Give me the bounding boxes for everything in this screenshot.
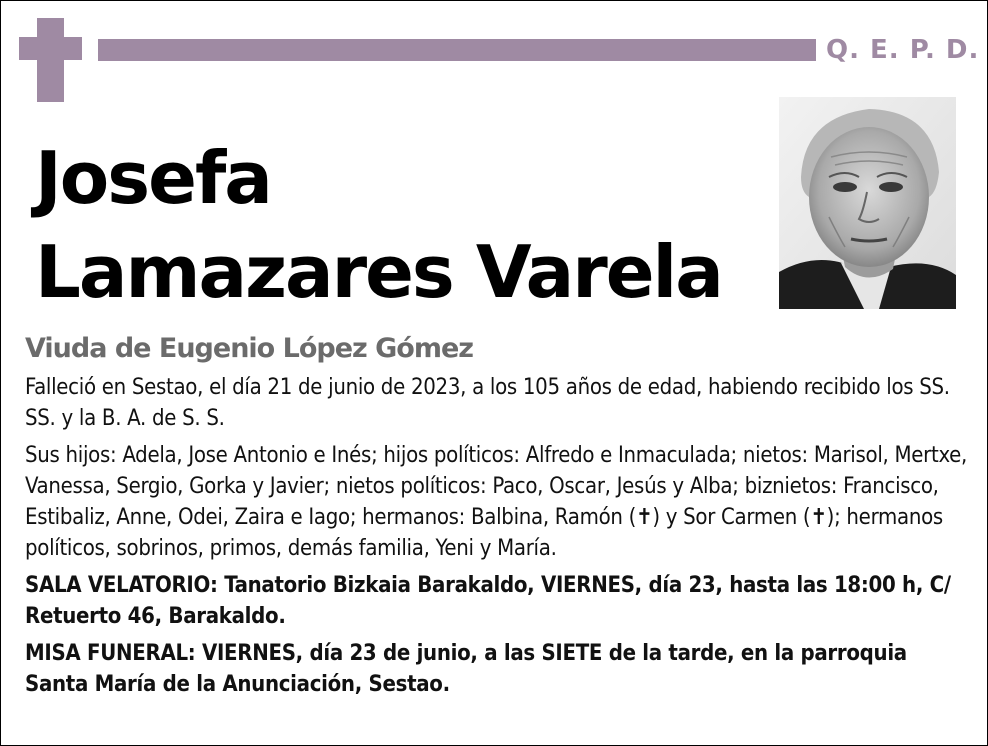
portrait-photo [779,97,956,309]
deceased-first-name: Josefa [35,136,271,220]
header-rule [98,39,816,61]
cross-small-icon: ✝ [636,505,653,530]
family-text: Sus hijos: Adela, Jose Antonio e Inés; hijos políticos: Alfredo e Inmaculada; nietos: Marisol, Mertxe, Vanessa, Sergio, Gorka y Javier; nietos políticos: Paco, Oscar, Jesús y Alba; biznietos: Francisco, Estibaliz, Anne, Odei, Zaira e Iago; hermanos: Balbina, Ramón ( [25,443,968,530]
relation-subtitle: Viuda de Eugenio López Gómez [25,333,473,364]
death-paragraph: Falleció en Sestao, el día 21 de junio de 2023, a los 105 años de edad, habiendo recibido los SS. SS. y la B. A. de S. S. [25,375,950,431]
deceased-surnames: Lamazares Varela [35,230,722,314]
notice-body [25,372,969,700]
family-text: ); hermanos políticos, sobrinos, primos, demás familia, Yeni y María. [25,505,943,561]
cross-small-icon: ✝ [810,505,827,530]
family-text: ) y Sor Carmen ( [652,505,811,530]
deceased-name [35,131,755,319]
qepd-label: Q. E. P. D. [826,35,980,65]
funeral-paragraph: MISA FUNERAL: VIERNES, día 23 de junio, a las SIETE de la tarde, en la parroquia Santa María de la Anunciación, Sestao. [25,641,907,697]
wake-paragraph: SALA VELATORIO: Tanatorio Bizkaia Barakaldo, VIERNES, día 23, hasta las 18:00 h, C/ Retuerto 46, Barakaldo. [25,573,951,629]
family-paragraph [25,440,969,564]
